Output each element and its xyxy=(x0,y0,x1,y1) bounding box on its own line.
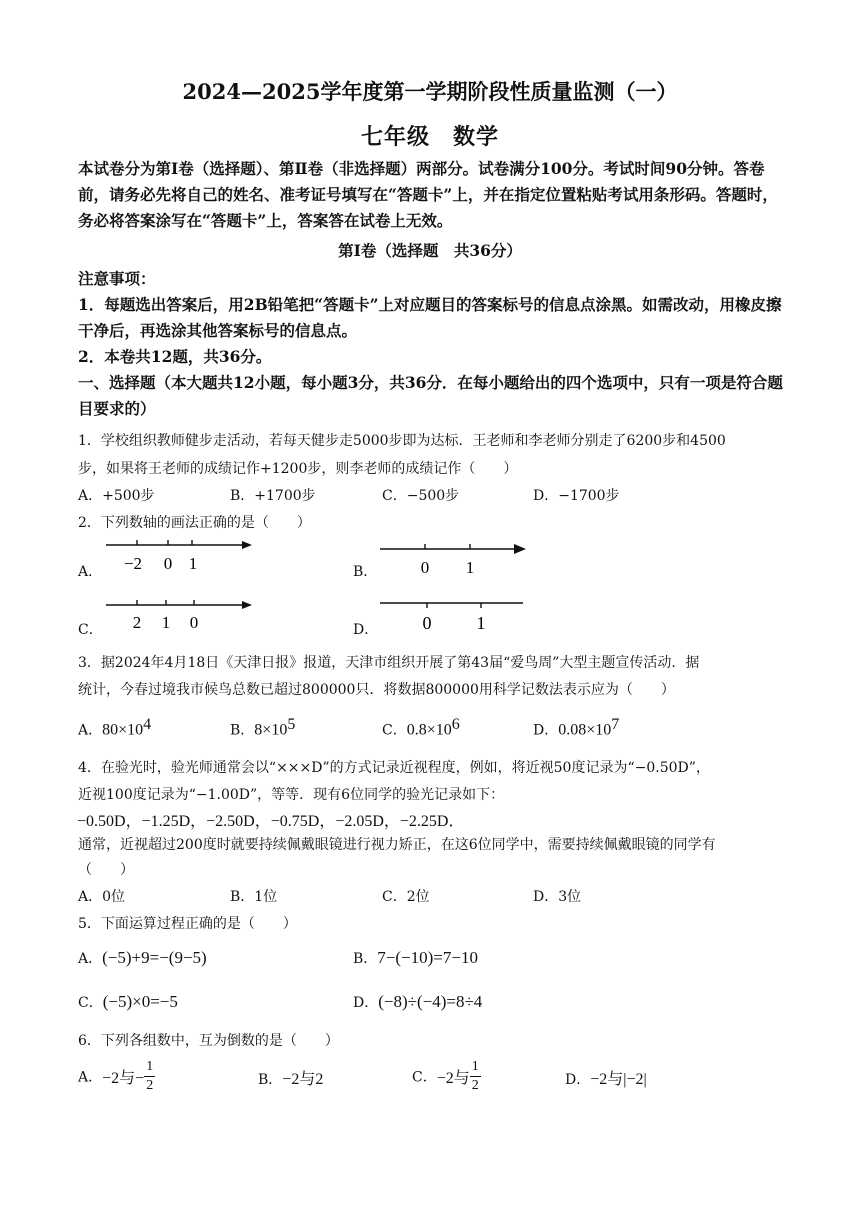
tick-label: −2 xyxy=(123,554,143,573)
q5-option-c: C．(−5)×0=−5 xyxy=(78,992,178,1011)
note-2: 2．本卷共12题，共36分。 xyxy=(78,347,272,366)
q1-option-b: B．+1700步 xyxy=(230,488,316,504)
q5-option-b: B．7−(−10)=7−10 xyxy=(353,948,478,967)
q1-option-d: D．−1700步 xyxy=(533,488,620,504)
q4-records: −0.50D，−1.25D，−2.50D，−0.75D，−2.05D，−2.25D． xyxy=(77,813,465,830)
q3-option-b: B．$8\times 10^5$ xyxy=(230,716,296,739)
q4-option-d: D．3位 xyxy=(533,889,582,905)
tick-label: 1 xyxy=(188,554,198,573)
exam-title: 2024—2025学年度第一学期阶段性质量监测（一） xyxy=(182,79,678,104)
section-title: 第Ⅰ卷（选择题 共36分） xyxy=(338,241,522,260)
tick-label: 1 xyxy=(476,613,486,633)
q4-option-b: B．1位 xyxy=(230,889,278,905)
tick-label: 1 xyxy=(161,613,171,632)
q4-option-a: A．0位 xyxy=(78,889,126,905)
q5-stem: 5．下面运算过程正确的是（ ） xyxy=(78,916,297,932)
q5-option-a: A．(−5)+9=−(9−5) xyxy=(78,948,207,967)
q1-stem-line2: 步，如果将王老师的成绩记作+1200步，则李老师的成绩记作（ ） xyxy=(78,461,518,477)
q3-option-a: A．$80\times 10^4$ xyxy=(78,716,152,739)
tick-label: 0 xyxy=(163,554,173,573)
tick-label: 2 xyxy=(132,613,142,632)
q4-stem-line2: 近视100度记录为“−1.00D”，等等．现有6位同学的验光记录如下： xyxy=(78,787,505,803)
tick-label: 0 xyxy=(420,558,430,577)
q5-option-d: D．(−8)÷(−4)=8÷4 xyxy=(353,992,483,1011)
q4-stem-line4: （ ） xyxy=(78,862,134,878)
notes-heading: 注意事项： xyxy=(78,269,156,288)
q1-option-c: C．−500步 xyxy=(382,488,460,504)
note-1: 1．每题选出答案后，用2B铅笔把“答题卡”上对应题目的答案标号的信息点涂黑。如需改动，用橡皮擦干净后，再选涂其他答案标号的信息点。 xyxy=(78,295,782,340)
q3-option-d: D．$0.08\times 10^7$ xyxy=(533,716,620,739)
q6-option-d: D．−2与|−2| xyxy=(565,1071,647,1088)
q2-option-b-label: B． xyxy=(353,564,378,580)
q2-number-line-b xyxy=(378,540,528,580)
q6-option-a: A．−2与− $\frac{1}{2}$ xyxy=(78,1059,154,1093)
q3-stem-line2: 统计，今春过境我市候鸟总数已超过800000只．将数据800000用科学记数法表示应为（ ） xyxy=(78,682,675,698)
q2-number-line-a xyxy=(104,536,254,578)
q2-number-line-c xyxy=(104,596,254,636)
q6-stem: 6．下列各组数中，互为倒数的是（ ） xyxy=(78,1033,339,1049)
intro-paragraph: 本试卷分为第Ⅰ卷（选择题）、第Ⅱ卷（非选择题）两部分。试卷满分100分。考试时间90分钟。答卷前，请务必先将自己的姓名、准考证号填写在“答题卡”上，并在指定位置粘贴考试用条形码。答题时，务必将答案涂写在“答题卡”上，答案答在试卷上无效。 xyxy=(78,159,778,230)
tick-label: 0 xyxy=(422,613,432,633)
q2-option-c-label: C． xyxy=(78,622,103,638)
q4-stem-line1: 4．在验光时，验光师通常会以“×××D”的方式记录近视程度，例如，将近视50度记录为“−0.50D”， xyxy=(78,760,710,776)
q2-stem: 2．下列数轴的画法正确的是（ ） xyxy=(78,515,311,531)
exam-subtitle: 七年级 数学 xyxy=(360,124,499,150)
q2-number-line-d xyxy=(378,594,528,636)
tick-label: 1 xyxy=(465,558,475,577)
q1-stem-line1: 1．学校组织教师健步走活动，若每天健步走5000步即为达标．王老师和李老师分别走了6200步和4500 xyxy=(78,433,726,449)
tick-label: 0 xyxy=(189,613,199,632)
q4-stem-line3: 通常，近视超过200度时就要持续佩戴眼镜进行视力矫正，在这6位同学中，需要持续佩戴眼镜的同学有 xyxy=(78,837,716,853)
q6-option-c: C．−2与 $\frac{1}{2}$ xyxy=(412,1059,479,1093)
q2-option-d-label: D． xyxy=(353,622,379,638)
q1-option-a: A．+500步 xyxy=(78,488,155,504)
part1-heading: 一、选择题（本大题共12小题，每小题3分，共36分．在每小题给出的四个选项中，只有一项是符合题目要求的） xyxy=(78,373,783,418)
q3-option-c: C．$0.8\times 10^6$ xyxy=(382,716,460,739)
q2-option-a-label: A． xyxy=(78,564,103,580)
q6-option-b: B．−2与2 xyxy=(258,1071,324,1088)
q3-stem-line1: 3．据2024年4月18日《天津日报》报道，天津市组织开展了第43届“爱鸟周”大型主题宣传活动．据 xyxy=(78,655,700,671)
q4-option-c: C．2位 xyxy=(382,889,430,905)
